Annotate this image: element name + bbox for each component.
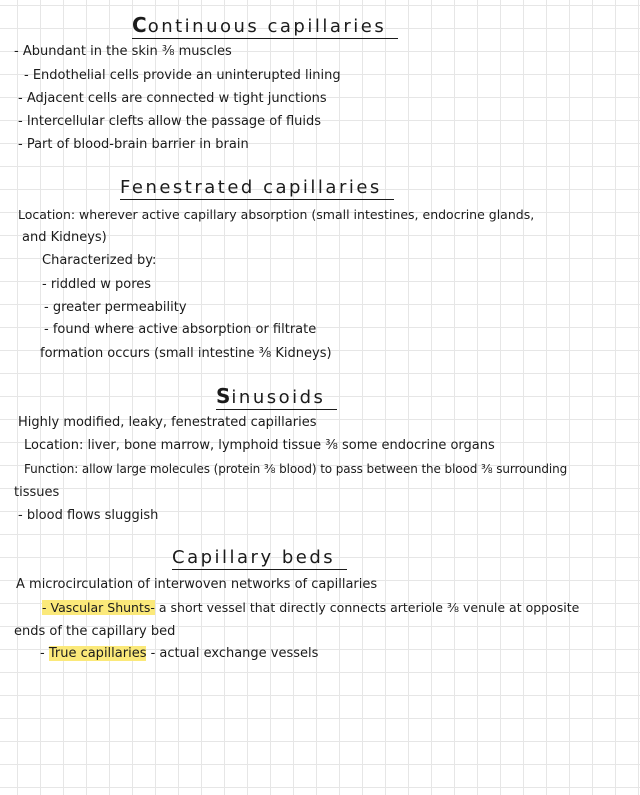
note-line: - greater permeability (44, 300, 187, 315)
heading-fenestrated-capillaries (120, 178, 394, 200)
note-line: Function: allow large molecules (protein ⅜ blood) to pass between the blood ⅜ surrounding (24, 462, 568, 476)
note-line: A microcirculation of interwoven networks of capillaries (16, 577, 378, 592)
definition: - actual exchange vessels (146, 646, 319, 661)
heading-text: Capillary beds (172, 547, 336, 568)
note-line: - Intercellular clefts allow the passage of fluids (18, 114, 322, 129)
note-line: - Abundant in the skin ⅜ muscles (14, 44, 232, 59)
note-line: Highly modified, leaky, fenestrated capillaries (18, 415, 317, 430)
heading-capillary-beds (172, 548, 347, 570)
note-line: - blood flows sluggish (18, 508, 159, 523)
note-line: - Part of blood-brain barrier in brain (18, 137, 249, 152)
heading-initial: C (132, 13, 148, 37)
highlighted-term: - Vascular Shunts- (42, 600, 155, 615)
definition: a short vessel that directly connects arteriole ⅜ venule at opposite (154, 600, 580, 615)
note-line: Characterized by: (42, 253, 157, 268)
heading-rest: inusoids (231, 387, 326, 408)
note-line: tissues (14, 485, 60, 500)
note-line: - Adjacent cells are connected w tight junctions (18, 91, 327, 106)
highlighted-term: True capillaries (48, 646, 147, 661)
heading-text: Fenestrated capillaries (120, 177, 382, 198)
note-line-vascular-shunts (42, 600, 579, 616)
heading-sinusoids (216, 386, 337, 410)
note-line: and Kidneys) (22, 230, 107, 245)
note-line: - found where active absorption or filtrate (44, 322, 317, 337)
note-line: - Endothelial cells provide an uninterupted lining (24, 68, 341, 83)
note-line: ends of the capillary bed (14, 624, 176, 639)
note-line-true-capillaries (40, 646, 318, 662)
note-line: formation occurs (small intestine ⅜ Kidneys) (40, 346, 332, 361)
note-line: Location: liver, bone marrow, lymphoid tissue ⅜ some endocrine organs (24, 438, 495, 453)
note-line: Location: wherever active capillary absorption (small intestines, endocrine glands, (18, 207, 535, 222)
heading-continuous-capillaries (132, 15, 398, 39)
note-line: - riddled w pores (42, 277, 152, 292)
heading-initial: S (216, 384, 232, 408)
heading-rest: ontinuous capillaries (147, 16, 387, 37)
dash: - (40, 646, 49, 661)
